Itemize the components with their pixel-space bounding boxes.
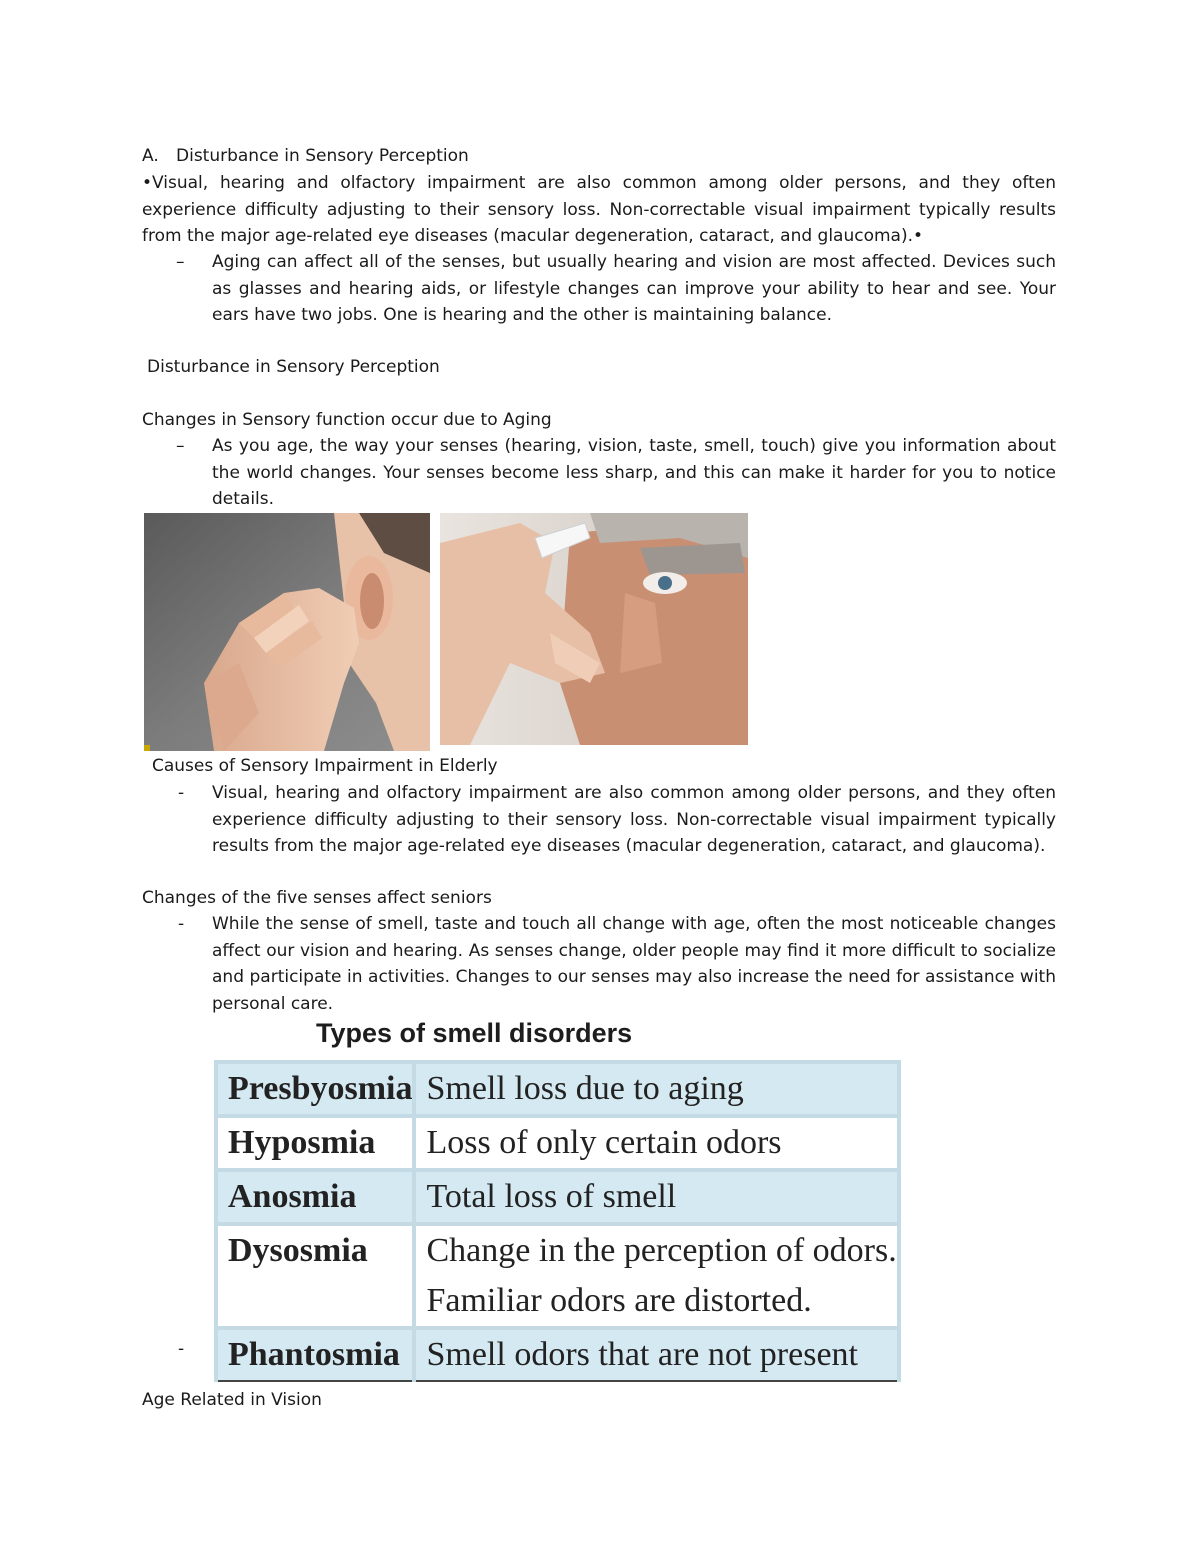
definition-line: Familiar odors are distorted.: [426, 1282, 812, 1319]
table-row: [216, 1328, 899, 1381]
hearing-illustration: [144, 513, 430, 751]
causes-heading: Causes of Sensory Impairment in Elderly: [152, 756, 498, 776]
smell-disorders-table: [214, 1060, 897, 1373]
bullet-dash: –: [176, 436, 185, 456]
table-row: [216, 1116, 899, 1170]
age-related-vision-heading: Age Related in Vision: [142, 1390, 322, 1410]
disorder-term: Dysosmia: [216, 1224, 414, 1328]
disorder-term: Hyposmia: [216, 1116, 414, 1170]
table-row: [216, 1170, 899, 1224]
definition-line: Change in the perception of odors.: [426, 1232, 897, 1269]
changes-aging-bullet-text: As you age, the way your senses (hearing, vision, taste, smell, touch) give you information about the world changes. Your senses become less sharp, and this can make it harder for you to notice details.: [212, 436, 1056, 509]
vision-photo: [440, 513, 748, 745]
bullet-dash: -: [178, 914, 185, 934]
smell-disorders-title: Types of smell disorders: [316, 1018, 633, 1048]
disorder-term: Presbyosmia: [216, 1062, 414, 1116]
section-a-bullet-text: Aging can affect all of the senses, but usually hearing and vision are most affected. Devices such as glasses and hearing aids, or lifestyle changes can improve your ability to hear and see. Your ears have two jobs. One is hearing and the other is maintaining balance.: [212, 252, 1056, 325]
hearing-photo: [144, 513, 430, 751]
disorder-definition: Loss of only certain odors: [414, 1116, 898, 1170]
disorder-definition: [414, 1224, 898, 1328]
disorder-definition: Total loss of smell: [414, 1170, 898, 1224]
section-a-heading: Disturbance in Sensory Perception: [176, 146, 469, 166]
changes-aging-heading: Changes in Sensory function occur due to Aging: [142, 410, 552, 430]
causes-bullet-text: Visual, hearing and olfactory impairment are also common among older persons, and they often experience difficulty adjusting to their sensory loss. Non-correctable visual impairment typically results from the major age-related eye diseases (macular degeneration, cataract, and glaucoma).: [212, 783, 1056, 856]
disorder-definition: Smell loss due to aging: [414, 1062, 898, 1116]
bullet-dash: -: [178, 1339, 185, 1359]
five-senses-heading: Changes of the five senses affect seniors: [142, 888, 492, 908]
disorder-term: Anosmia: [216, 1170, 414, 1224]
disorder-definition: Smell odors that are not present: [414, 1328, 898, 1381]
bullet-dash: -: [178, 783, 185, 803]
vision-illustration: [440, 513, 748, 745]
section-a-paragraph: •Visual, hearing and olfactory impairment are also common among older persons, and they often experience difficulty adjusting to their sensory loss. Non-correctable visual impairment typically results from the major age-related eye diseases (macular degeneration, cataract, and glaucoma).•: [142, 173, 1056, 246]
table-row: [216, 1062, 899, 1116]
subheading-disturbance: Disturbance in Sensory Perception: [147, 357, 440, 377]
disorder-term: Phantosmia: [216, 1328, 414, 1381]
section-marker: A.: [142, 146, 159, 166]
table-row: [216, 1224, 899, 1328]
bullet-dash: –: [176, 252, 185, 272]
five-senses-bullet-text: While the sense of smell, taste and touch all change with age, often the most noticeable changes affect our vision and hearing. As senses change, older people may find it more difficult to socialize and participate in activities. Changes to our senses may also increase the need for assistance with personal care.: [212, 914, 1056, 1014]
